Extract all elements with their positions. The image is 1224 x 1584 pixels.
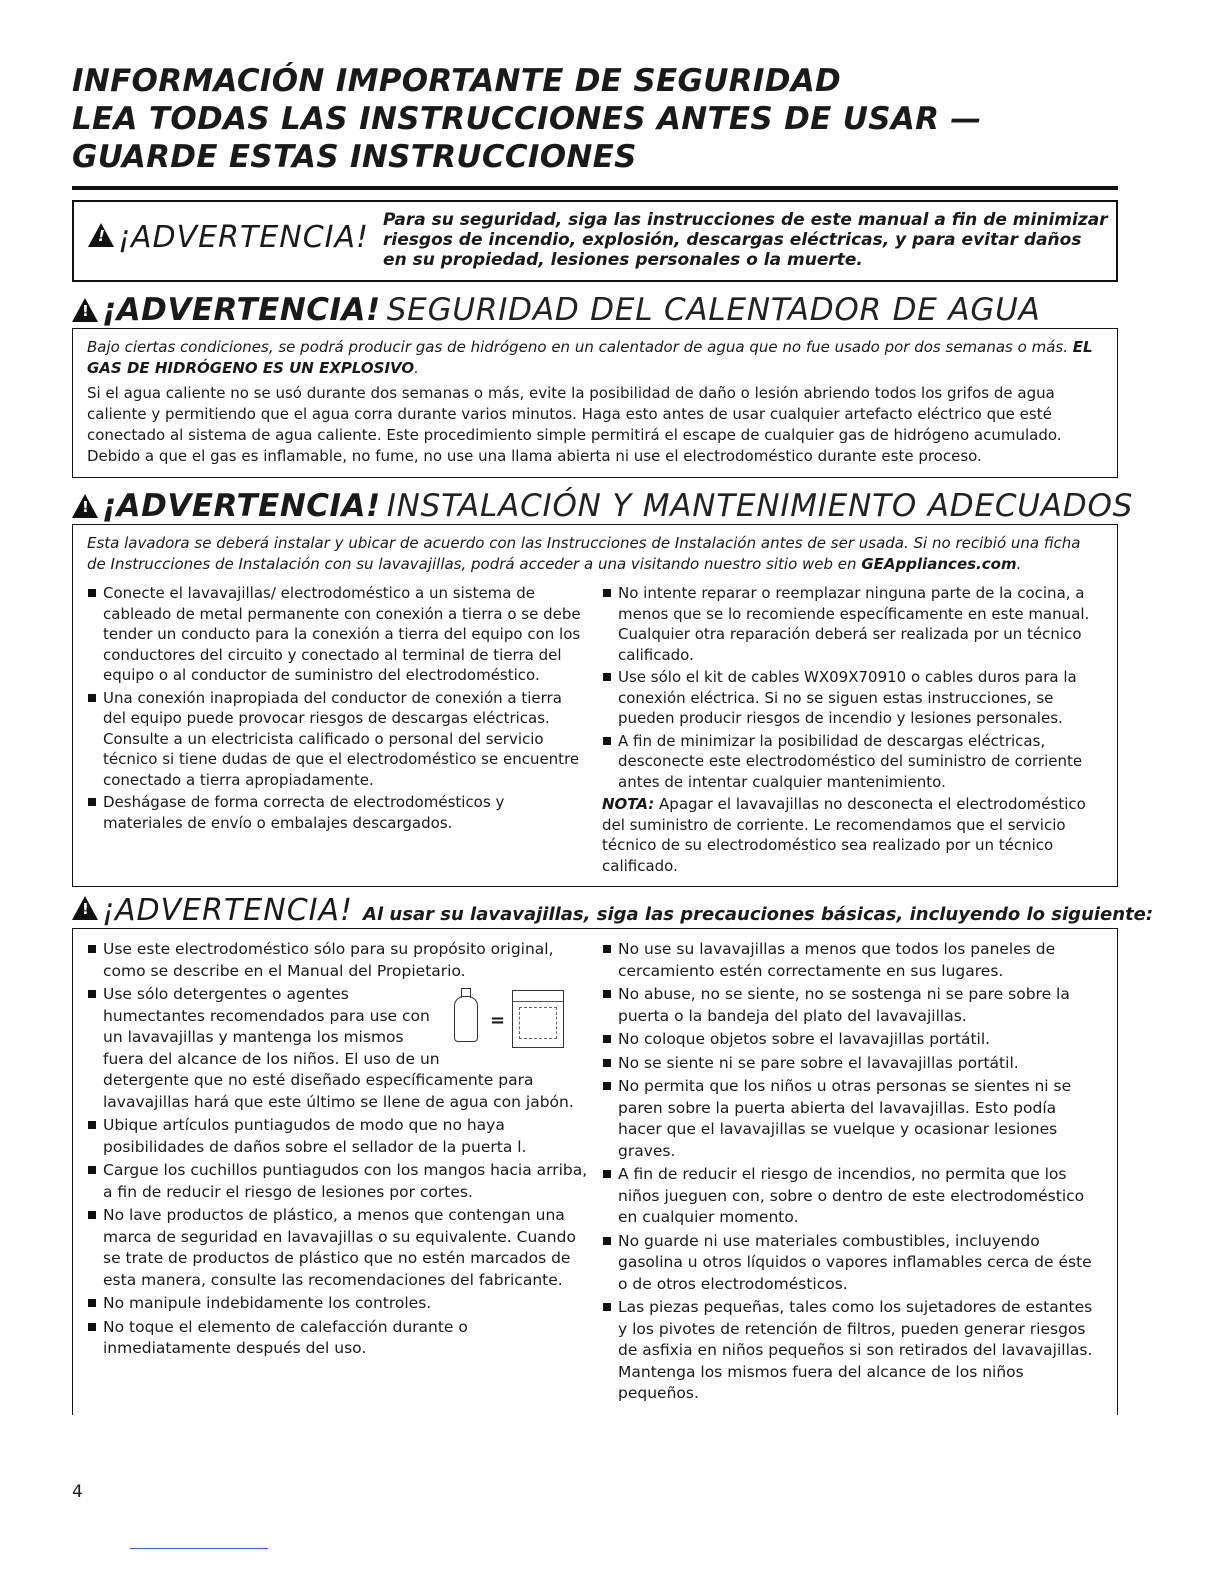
list-item: No intente reparar o reemplazar ninguna parte de la cocina, a menos que se lo recomiende específicamente en este manual. Cualquier otra reparación deberá ser realizada por un técnico calificado. — [602, 583, 1103, 665]
installation-label: ¡ADVERTENCIA! — [102, 488, 381, 524]
usage-heading — [72, 893, 1154, 928]
title-line-1: INFORMACIÓN IMPORTANTE DE SEGURIDAD — [72, 63, 842, 99]
intro-warning-text: Para su seguridad, siga las instrucciones de este manual a fin de minimizar riesgos de incendio, explosión, descargas eléctricas, y para evitar daños en su propiedad, lesiones personales o la muerte. — [383, 210, 1108, 270]
warning-triangle-icon — [72, 494, 98, 518]
warning-triangle-icon — [88, 223, 114, 247]
list-item: No lave productos de plástico, a menos que contengan una marca de seguridad en lavavajillas o su equivalente. Cuando se trate de productos de plástico que no estén marcados de esta manera, consulte las recomendaciones del fabricante. — [87, 1205, 588, 1291]
list-item: Use sólo el kit de cables WX09X70910 o cables duros para la conexión eléctrica. Si no se siguen estas instrucciones, se pueden producir riesgos de incendio y lesiones personales. — [602, 667, 1103, 729]
list-item: Cargue los cuchillos puntiagudos con los mangos hacia arriba, a fin de reducir el riesgo de lesiones por cortes. — [87, 1160, 588, 1203]
intro-warning-label: !¡ADVERTENCIA! — [88, 220, 369, 255]
detergent-illustration — [448, 988, 568, 1060]
installation-columns — [87, 583, 1103, 880]
title-line-2: LEA TODAS LAS INSTRUCCIONES ANTES DE USAR — — [72, 101, 982, 137]
list-item: Conecte el lavavajillas/ electrodoméstico a un sistema de cableado de metal permanente con conexión a tierra o se debe tender un conducto para la conexión a tierra del equipo con los conductores del circuito y conectado al terminal de tierra del equipo o al conductor de suministro del electrodoméstico. — [87, 583, 588, 686]
installation-heading — [72, 488, 1134, 524]
usage-box — [72, 928, 1118, 1415]
installation-box — [72, 524, 1118, 887]
list-item: = Use sólo detergentes o agentes humectantes recomendados para use con un lavavajillas y mantenga los mismos fuera del alcance de los niños. El uso de un detergente que no esté diseñado específicamente para lavavajillas hará que este último se llene de agua con jabón. — [87, 984, 588, 1113]
installation-title: INSTALACIÓN Y MANTENIMIENTO ADECUADOS — [386, 488, 1134, 524]
page — [72, 62, 1154, 1415]
list-item: Una conexión inapropiada del conductor de conexión a tierra del equipo puede provocar riesgos de descargas eléctricas. Consulte a un electricista calificado o personal del servicio técnico si tiene dudas de que el electrodoméstico se encuentre conectado a tierra apropiadamente. — [87, 688, 588, 791]
list-item: Use este electrodoméstico sólo para su propósito original, como se describe en el Manual del Propietario. — [87, 939, 588, 982]
note-label: NOTA: — [602, 795, 655, 813]
title-rule — [72, 186, 1118, 190]
list-item: No guarde ni use materiales combustibles, incluyendo gasolina u otros líquidos o vapores inflamables cerca de éste o de otros electrodomésticos. — [602, 1231, 1103, 1296]
list-item: No coloque objetos sobre el lavavajillas portátil. — [602, 1029, 1103, 1051]
list-item: No permita que los niños u otras personas se sientes ni se paren sobre la puerta abierta del lavavajillas. Esto podía hacer que el lavavajillas se vuelque y ocasionar lesiones graves. — [602, 1076, 1103, 1162]
title-line-3: GUARDE ESTAS INSTRUCCIONES — [72, 139, 637, 175]
footer-line — [130, 1548, 268, 1549]
water-heater-label: ¡ADVERTENCIA! — [102, 292, 381, 328]
hydrogen-warning: EL GAS DE HIDRÓGENO ES UN EXPLOSIVO — [87, 338, 1093, 377]
page-title — [72, 62, 1118, 176]
installation-right-column — [602, 583, 1103, 880]
usage-columns — [87, 939, 1103, 1407]
list-item: Ubique artículos puntiagudos de modo que no haya posibilidades de daños sobre el sellador de la puerta l. — [87, 1115, 588, 1158]
usage-title: Al usar su lavavajillas, siga las precauciones básicas, incluyendo lo siguiente: — [363, 904, 1154, 925]
usage-left-column — [87, 939, 588, 1407]
page-number: 4 — [72, 1482, 83, 1502]
water-heater-intro: Bajo ciertas condiciones, se podrá producir gas de hidrógeno en un calentador de agua que no fue usado por dos semanas o más. EL GAS DE HIDRÓGENO ES UN EXPLOSIVO. — [87, 338, 1093, 377]
water-heater-box — [72, 328, 1118, 478]
warning-triangle-icon — [72, 298, 98, 322]
list-item: No se siente ni se pare sobre el lavavajillas portátil. — [602, 1053, 1103, 1075]
usage-label: ¡ADVERTENCIA! — [102, 893, 354, 928]
intro-warning-box — [72, 200, 1118, 282]
installation-note — [602, 794, 1103, 876]
usage-right-column — [602, 939, 1103, 1407]
detergent-bottle-icon — [454, 996, 478, 1042]
list-item: A fin de reducir el riesgo de incendios, no permita que los niños jueguen con, sobre o dentro de este electrodoméstico en cualquier momento. — [602, 1164, 1103, 1229]
list-item: Las piezas pequeñas, tales como los sujetadores de estantes y los pivotes de retención de filtros, pueden generar riesgos de asfixia en niños pequeños si son retirados del lavavajillas. Mantenga los mismos fuera del alcance de los niños pequeños. — [602, 1297, 1103, 1405]
list-item: Deshágase de forma correcta de electrodomésticos y materiales de envío o embalajes descargados. — [87, 792, 588, 833]
list-item: No toque el elemento de calefacción durante o inmediatamente después del uso. — [87, 1317, 588, 1360]
website-link[interactable]: GEAppliances.com — [861, 555, 1017, 573]
water-heater-heading — [72, 292, 1118, 328]
list-item: A fin de minimizar la posibilidad de descargas eléctricas, desconecte este electrodoméstico del suministro de corriente antes de intentar cualquier mantenimiento. — [602, 731, 1103, 793]
installation-intro: Esta lavadora se deberá instalar y ubicar de acuerdo con las Instrucciones de Instalación antes de ser usada. Si no recibió una ficha de Instrucciones de Instalación con su lavavajillas, podrá acceder a una visitando nuestro sitio web en GEAppliances.com. — [87, 534, 1081, 573]
list-item: No abuse, no se siente, no se sostenga ni se pare sobre la puerta o la bandeja del plato del lavavajillas. — [602, 984, 1103, 1027]
note-text: Apagar el lavavajillas no desconecta el electrodoméstico del suministro de corriente. Le recomendamos que el servicio técnico de su electrodoméstico sea realizado por un técnico calificado. — [602, 795, 1086, 875]
dishwasher-icon — [512, 990, 564, 1048]
water-heater-title: SEGURIDAD DEL CALENTADOR DE AGUA — [386, 292, 1041, 328]
equals-icon: = — [490, 1010, 506, 1031]
installation-left-column — [87, 583, 588, 880]
list-item: No use su lavavajillas a menos que todos los paneles de cercamiento estén correctamente en sus lugares. — [602, 939, 1103, 982]
warning-triangle-icon — [72, 896, 98, 920]
list-item: No manipule indebidamente los controles. — [87, 1293, 588, 1315]
water-heater-body: Si el agua caliente no se usó durante dos semanas o más, evite la posibilidad de daño o lesión abriendo todos los grifos de agua caliente y permitiendo que el agua corra durante varios minutos. Haga esto antes de usar cualquier artefacto eléctrico que esté conectado al sistema de agua caliente. Este procedimiento simple permitirá el escape de cualquier gas de hidrógeno acumulado. Debido a que el gas es inflamable, no fume, no use una llama abierta ni use el electrodoméstico durante este proceso. — [87, 384, 1062, 465]
